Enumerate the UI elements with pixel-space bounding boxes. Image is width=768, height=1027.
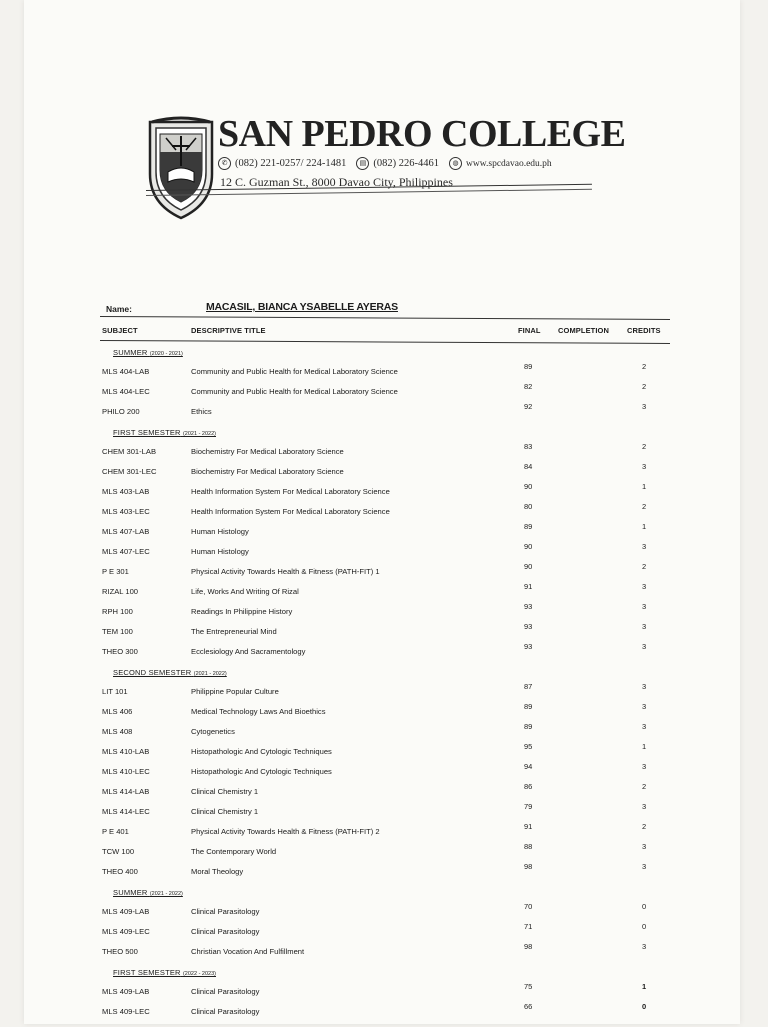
phone-number: (082) 221-0257/ 224-1481 bbox=[235, 158, 347, 169]
college-name: SAN PEDRO COLLEGE bbox=[218, 113, 626, 155]
table-row: MLS 407-LEC Human Histology 90 3 bbox=[102, 542, 647, 556]
table-row: LIT 101 Philippine Popular Culture 87 3 bbox=[102, 682, 647, 696]
table-row: MLS 409-LAB Clinical Parasitology 75 1 bbox=[102, 982, 647, 996]
table-row: MLS 410-LEC Histopathologic And Cytologic Techniques 94 3 bbox=[102, 762, 647, 776]
table-row: MLS 409-LEC Clinical Parasitology 66 0 bbox=[102, 1002, 647, 1016]
table-row: RPH 100 Readings In Philippine History 93 3 bbox=[102, 602, 647, 616]
table-row: CHEM 301-LEC Biochemistry For Medical Laboratory Science 84 3 bbox=[102, 462, 647, 476]
table-row: P E 401 Physical Activity Towards Health & Fitness (PATH-FIT) 2 91 2 bbox=[102, 822, 647, 836]
col-credits: CREDITS bbox=[627, 326, 661, 335]
table-row: THEO 400 Moral Theology 98 3 bbox=[102, 862, 647, 876]
college-seal-logo bbox=[146, 116, 216, 220]
table-row: MLS 406 Medical Technology Laws And Bioethics 89 3 bbox=[102, 702, 647, 716]
college-address: 12 C. Guzman St., 8000 Davao City, Philippines bbox=[220, 175, 453, 189]
name-label: Name: bbox=[106, 304, 132, 314]
table-row: MLS 404-LAB Community and Public Health for Medical Laboratory Science 89 2 bbox=[102, 362, 647, 376]
col-subject: SUBJECT bbox=[102, 326, 138, 335]
student-name: MACASIL, BIANCA YSABELLE AYERAS bbox=[206, 301, 398, 313]
table-row: MLS 409-LAB Clinical Parasitology 70 0 bbox=[102, 902, 647, 916]
term-heading: SUMMER (2021 - 2022) bbox=[113, 888, 183, 897]
table-row: TEM 100 The Entrepreneurial Mind 93 3 bbox=[102, 622, 647, 636]
fax-icon: ▤ bbox=[356, 157, 369, 170]
contact-line bbox=[218, 157, 552, 170]
table-row: MLS 410-LAB Histopathologic And Cytologic Techniques 95 1 bbox=[102, 742, 647, 756]
table-row: MLS 404-LEC Community and Public Health for Medical Laboratory Science 82 2 bbox=[102, 382, 647, 396]
col-completion: COMPLETION bbox=[558, 326, 609, 335]
table-row: CHEM 301-LAB Biochemistry For Medical Laboratory Science 83 2 bbox=[102, 442, 647, 456]
table-row: MLS 408 Cytogenetics 89 3 bbox=[102, 722, 647, 736]
table-row: MLS 407-LAB Human Histology 89 1 bbox=[102, 522, 647, 536]
fax-number: (082) 226-4461 bbox=[373, 158, 440, 169]
table-row: MLS 409-LEC Clinical Parasitology 71 0 bbox=[102, 922, 647, 936]
table-row: THEO 500 Christian Vocation And Fulfillment 98 3 bbox=[102, 942, 647, 956]
table-row: MLS 403-LEC Health Information System For Medical Laboratory Science 80 2 bbox=[102, 502, 647, 516]
term-heading: FIRST SEMESTER (2021 - 2022) bbox=[113, 428, 216, 437]
website: www.spcdavao.edu.ph bbox=[466, 158, 552, 169]
table-row: RIZAL 100 Life, Works And Writing Of Rizal 91 3 bbox=[102, 582, 647, 596]
globe-icon: ◍ bbox=[449, 157, 462, 170]
table-row: MLS 403-LAB Health Information System For Medical Laboratory Science 90 1 bbox=[102, 482, 647, 496]
phone-icon: ✆ bbox=[218, 157, 231, 170]
term-heading: SUMMER (2020 - 2021) bbox=[113, 348, 183, 357]
table-row: MLS 414-LAB Clinical Chemistry 1 86 2 bbox=[102, 782, 647, 796]
table-row: MLS 414-LEC Clinical Chemistry 1 79 3 bbox=[102, 802, 647, 816]
col-descriptive-title: DESCRIPTIVE TITLE bbox=[191, 326, 266, 335]
table-row: TCW 100 The Contemporary World 88 3 bbox=[102, 842, 647, 856]
table-row: PHILO 200 Ethics 92 3 bbox=[102, 402, 647, 416]
term-heading: SECOND SEMESTER (2021 - 2022) bbox=[113, 668, 227, 677]
table-row: THEO 300 Ecclesiology And Sacramentology 93 3 bbox=[102, 642, 647, 656]
table-row: P E 301 Physical Activity Towards Health & Fitness (PATH-FIT) 1 90 2 bbox=[102, 562, 647, 576]
col-final: FINAL bbox=[518, 326, 541, 335]
term-heading: FIRST SEMESTER (2022 - 2023) bbox=[113, 968, 216, 977]
